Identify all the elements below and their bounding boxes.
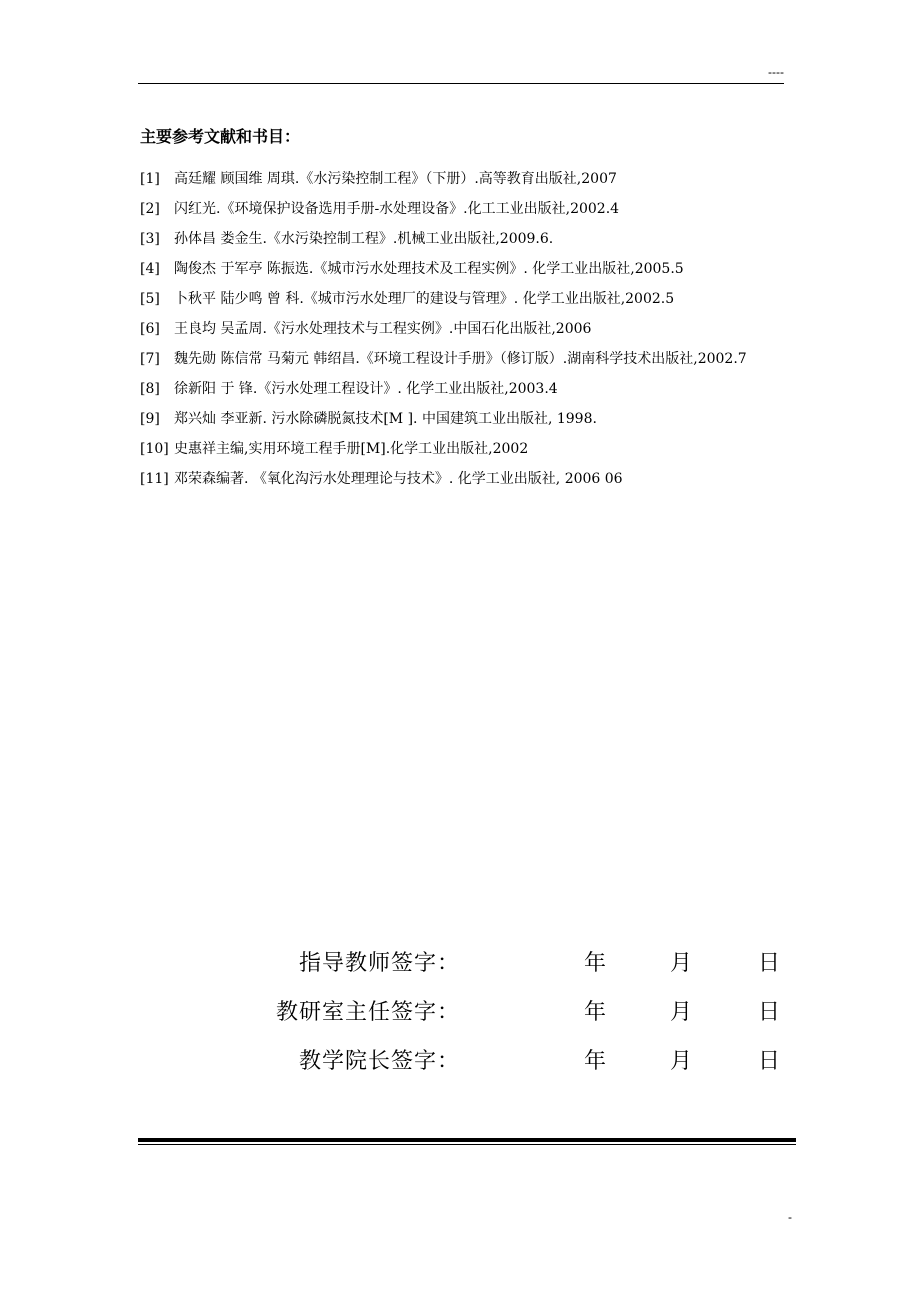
date-day-label: 日 [758,1049,781,1074]
date-day-label: 日 [758,1000,781,1025]
header-rule [138,83,784,84]
reference-text: 徐新阳 于 锋.《污水处理工程设计》. 化学工业出版社,2003.4 [174,381,558,397]
page-mark: - [788,1210,792,1224]
reference-text: 陶俊杰 于军亭 陈振选.《城市污水处理技术及工程实例》. 化学工业出版社,2005.5 [174,261,684,277]
reference-item [140,164,784,194]
reference-item [140,254,784,284]
date-year-label: 年 [584,951,607,976]
reference-number: [5] [140,291,160,307]
reference-item [140,374,784,404]
signature-block [260,946,790,1093]
reference-text: 孙体昌 娄金生.《水污染控制工程》.机械工业出版社,2009.6. [174,231,554,247]
reference-number: [6] [140,321,160,337]
reference-text: 卜秋平 陆少鸣 曾 科.《城市污水处理厂的建设与管理》. 化学工业出版社,2002.5 [174,291,675,307]
reference-number: [2] [140,201,160,217]
signature-label: 教学院长签字： [298,1049,460,1074]
reference-number: [7] [140,351,160,367]
date-month-label: 月 [670,1000,693,1025]
reference-text: 魏先勋 陈信常 马菊元 韩绍昌.《环境工程设计手册》（修订版）.湖南科学技术出版社,2002.7 [174,351,747,367]
reference-number: [9] [140,411,160,427]
reference-item [140,344,784,374]
footer-rule-thin [138,1144,796,1145]
reference-number: [3] [140,231,160,247]
signature-label: 教研室主任签字： [275,1000,460,1025]
footer-rule-thick [138,1138,796,1142]
reference-text: 邓荣森编著. 《氧化沟污水处理理论与技术》. 化学工业出版社, 2006 06 [174,471,623,487]
references-heading: 主要参考文献和书目： [140,127,301,146]
signature-row-dean [260,1044,790,1093]
date-year-label: 年 [584,1000,607,1025]
references-list [140,164,784,494]
reference-text: 史惠祥主编,实用环境工程手册[M].化学工业出版社,2002 [174,441,529,457]
reference-item [140,194,784,224]
reference-item [140,284,784,314]
reference-number: [8] [140,381,160,397]
reference-item [140,314,784,344]
header-mark: ---- [768,65,784,79]
reference-number: [4] [140,261,160,277]
reference-number: [10] [140,441,169,457]
date-day-label: 日 [758,951,781,976]
reference-item [140,434,784,464]
reference-number: [1] [140,171,160,187]
signature-row-advisor [260,946,790,995]
signature-row-department-head [260,995,790,1044]
reference-number: [11] [140,471,169,487]
reference-text: 王良均 吴孟周.《污水处理技术与工程实例》.中国石化出版社,2006 [174,321,592,337]
reference-text: 闪红光.《环境保护设备选用手册-水处理设备》.化工工业出版社,2002.4 [174,201,620,217]
date-month-label: 月 [670,951,693,976]
reference-item [140,224,784,254]
date-year-label: 年 [584,1049,607,1074]
reference-item [140,404,784,434]
reference-text: 高廷耀 顾国维 周琪.《水污染控制工程》（下册）.高等教育出版社,2007 [174,171,617,187]
date-month-label: 月 [670,1049,693,1074]
reference-text: 郑兴灿 李亚新. 污水除磷脱氮技术[M ]. 中国建筑工业出版社, 1998. [174,411,597,427]
signature-label: 指导教师签字： [298,951,460,976]
reference-item [140,464,784,494]
